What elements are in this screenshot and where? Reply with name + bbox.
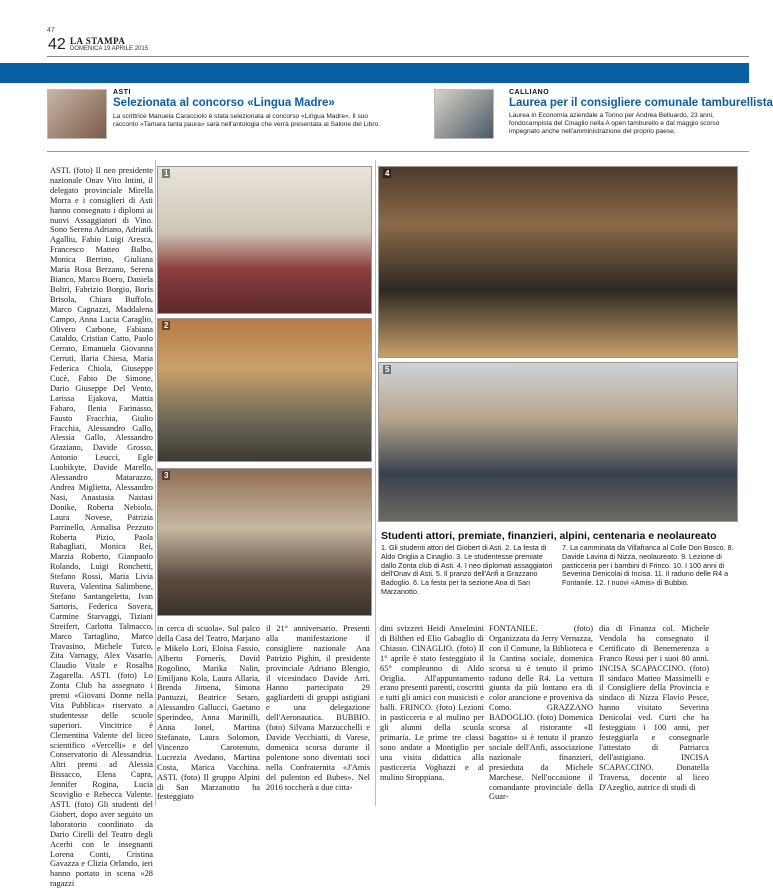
strip-headline: Selezionata al concorso «Lingua Madre» bbox=[113, 97, 335, 109]
article-column: ASTI. (foto) Il neo presidente nazionale Onav Vito Intini, il delegato provinciale Mirella Morra e i consiglieri di Asti hanno consegnato i diplomi ai nuovi Assaggiatori di Vino. Sono Serena Adriano, Adriatik Agalliu, Fabio Luigi Aresca, Francesco Matteo Balbo, Monica Berrino, Giuliana Maria Rosa Berzano, Serena Bianco, Marco Boero, Daniela Boltri, Fabrizio Borgio, Boris Brisola, Chiara Buffolo, Marco Cagnazzi, Maddalena Campo, Anna Lucia Caraglio, Olivero Carbone, Fabiana Cataldo, Cristian Catto, Paolo Cerrato, Emanuela Giovanna Cerruti, Ilaria Chiesa, Maria Federica Chiola, Giuseppe Cucè, Fabio De Simone, Dario Giuseppe Del Vento, Larissa Ejakova, Mattia Fabaro, Ilenia Farinasso, Fausto Fracchia, Giulio Fracchia, Alessandro Gallo, Alessia Gallo, Alessandro Graziano, Davide Grosso, Antonio Leucci, Egle Luobikyte, Davide Marello, Alessandro Matarazzo, Andrea Miglietta, Alessandro Nasi, Anastasia Nastasi Donike, Roberta Nebiolo, Laura Novese, Patrizia Parrinello, Annalisa Pezzuto Roberta Pizio, Paola Rabagliati, Monica Rei, Marzia Roberto, Gianpaolo Rolando, Luigi Ronchetti, Stefano Rossi, Maria Livia Ruvera, Valentina Salimbene, Stefano Santangeletta, Ivan Sartoris, Federica Sovera, Carmine Starvaggi, Tiziani Streifert, Carlotta Talmacco, Marco Tartaglino, Marco Travasino, Michele Turco, Zita Varnagy, Alex Vasario, Claudio Vitale e Rosalba Zagarella. ASTI. (foto) Lo Zonta Club ha assegnato i premi «Giovani Donne nella Vita Pubblica» riservato a studentesse delle scuole superiori. Vincitrice è Clementina Valente del liceo scientifico «Vercelli» e del Conservatorio di Alessandria. Altri premi ad Alessia Bissacco, Elena Capra, Jennifer Rogina, Lucia Scoviglio e Rebecca Valente. ASTI. (foto) Gli studenti del Giobert, dopo aver seguito un laboratorio coordinato da Dario Cirelli del Teatro degli Acerbi con le insegnanti Lorena Conti, Cristina Gavazza e Clizia Orlando, ieri hanno portato in scena «28 ragazzi bbox=[50, 166, 153, 889]
photo-number: 1 bbox=[164, 169, 169, 178]
photo-onav-diplomas bbox=[378, 166, 738, 358]
article-column: in cerca di scuola». Sul palco della Casa del Teatro, Marjano e Mikelo Lori, Eloisa Fassio, Alberto Fornerís, David Rogolino, Marika Nalin, Emiljano Kola, Laura Allaria, Brenda Jimena, Simona Pantuzzi, Beatrice Setaro, Alessandro Gallucci, Gaetano Sperindeo, Anna Marinilli, Anna Ionel, Martina Stefanato, Laura Solomon, Vincenzo Carotenuto, Lucrezia Avedano, Martina Costa, Marica Vacchina. ASTI. (foto) Il gruppo Alpini di San Marzanotto ha festeggiato bbox=[157, 624, 260, 802]
page-number: 42 bbox=[48, 36, 66, 53]
strip-rule bbox=[47, 151, 749, 152]
section-band bbox=[0, 63, 749, 83]
strip-body: Laurea in Economia aziendale a Torino per Andrea Belluardo, 23 anni, fondocampista del Cinaglio nella A open tamburello e dal maggio scorso impegnato anche nell'amministrazione del proprio paese. bbox=[509, 112, 720, 135]
caption-text: 1. Gli studenti attori del Giobert di Asti. 2. La festa di Aldo Origlia a Cinaglio. 3. Le studentesse premiate dallo Zonta club di Asti. 4. I neo diplomati assaggiatori dell'Onav di Asti. 5. Il pranzo dell'Anfi a Grazzano Badoglio. 6. La festa per la sezione Ana di San Marzanotto. bbox=[381, 543, 553, 596]
column-rule bbox=[155, 160, 156, 806]
caption-text: 7. La camminata da Villafranca al Colle Don Bosco. 8. Davide Lavina di Nizza, neolaureato. 9. Lezione di pasticceria per i bambini di Frinco. 10. I 100 anni di Severina Denicolai di Incisa. 11. Il raduno delle R4 a Fontanile. 12. I nuovi «Amis» di Bubbio. bbox=[562, 543, 734, 588]
paper-name: LA STAMPA bbox=[70, 36, 126, 46]
photo-students-actors bbox=[157, 166, 372, 314]
article-column: dia di Finanza col. Michele Vendola ha consegnato il Certificato di Benemerenza a Franco Rossi per i suoi 80 anni. INCISA SCAPACCINO. (foto) Il sindaco Matteo Massimelli e il Consigliere della Provincia e sindaco di Nizza Flavio Pesce, hanno visitato Severina Denicolai ved. Curti che ha festeggiato i 100 anni, per festeggiarla e consegnarle l'attestato di Patriarca dell'astigiano. INCISA SCAPACCINO. Donatella Traversa, docente al liceo D'Azeglio, autrice di studi di bbox=[599, 624, 709, 792]
portrait-photo bbox=[434, 89, 494, 139]
photo-caption bbox=[381, 530, 737, 605]
portrait-photo bbox=[47, 89, 107, 139]
article-column: FONTANILE. (foto) Organizzata da Jerry Vernazza, con il Comune, la Biblioteca e la Cantina sociale, domenica scorsa si è tenuto il primo raduno delle R4. La vettura giunta da più lontano era di color arancione e proveniva da Como. GRAZZANO BADOGLIO. (foto) Domenica scorsa al ristorante «Il bagatto» si è tenuto il pranzo sociale dell'Anfi, associazione nazionale finanzieri, presieduta da Michele Marchese. Nell'occasione il comandante provinciale della Guar- bbox=[489, 624, 593, 802]
photo-cinaglio-party bbox=[157, 318, 372, 462]
issue-date: DOMENICA 19 APRILE 2015 bbox=[70, 46, 149, 52]
strip-place: CALLIANO bbox=[509, 89, 550, 96]
caption-title: Studenti attori, premiate, finanzieri, alpini, centenaria e neolaureato bbox=[381, 530, 717, 542]
photo-zonta-awards bbox=[157, 468, 372, 616]
photo-number: 4 bbox=[385, 169, 390, 178]
strip-place: ASTI bbox=[113, 89, 131, 96]
top-rule bbox=[47, 56, 749, 57]
photo-number: 2 bbox=[164, 321, 169, 330]
article-column: dini svizzeri Heidi Anselmini di Bilthen ed Elio Gabaglio di Chiasso. CINAGLIO. (foto) Il 1° aprile è stato festeggiato il 65° compleanno di Aldo Origlia. All'appuntamento erano presenti parenti, coscritti e tutti gli amici con musicisti e balli. FRINCO. (foto) Lezioni in pasticceria e al mulino per gli alunni della scuola primaria. Le prime tre classi sono andate a Montiglio per una visita didattica alla pasticceria Voghazzi e al mulino Stroppiana. bbox=[380, 624, 484, 782]
photo-number: 3 bbox=[164, 471, 169, 480]
photo-anfi-lunch bbox=[378, 362, 738, 522]
strip-item-asti bbox=[47, 86, 397, 146]
photo-number: 5 bbox=[385, 365, 390, 374]
strip-body: La scrittrice Manuela Caracciolo è stata selezionata al concorso «Lingua Madre». Il suo racconto «Tamara tanta paura» sarà nell'antologia che verrà presentata al Salone del Libro. bbox=[113, 113, 381, 128]
strip-headline: Laurea per il consigliere comunale tamburellista bbox=[509, 97, 773, 109]
masthead bbox=[0, 0, 749, 58]
article-column: il 21° anniversario. Presenti alla manifestazione il consigliere nazionale Ana Patrizio Pighin, il presidente provinciale Adriano Blengio, il vicesindaco Davide Arri. Hanno partecipato 29 gagliardetti di gruppi astigiani e una delegazione dell'Aeronautica. BUBBIO. (foto) Silvana Marzucchelli e Davide Vecchiatti, di Varese, domenica scorsa durante il polentone sono diventati soci nella Confraternita «J'Amis del pulenton ed Bubes». Nel 2016 toccherà a due citta- bbox=[266, 624, 370, 792]
news-strip bbox=[47, 86, 773, 146]
strip-item-calliano bbox=[434, 86, 773, 146]
page-tag: 47 bbox=[47, 27, 55, 34]
column-rule bbox=[375, 160, 376, 806]
